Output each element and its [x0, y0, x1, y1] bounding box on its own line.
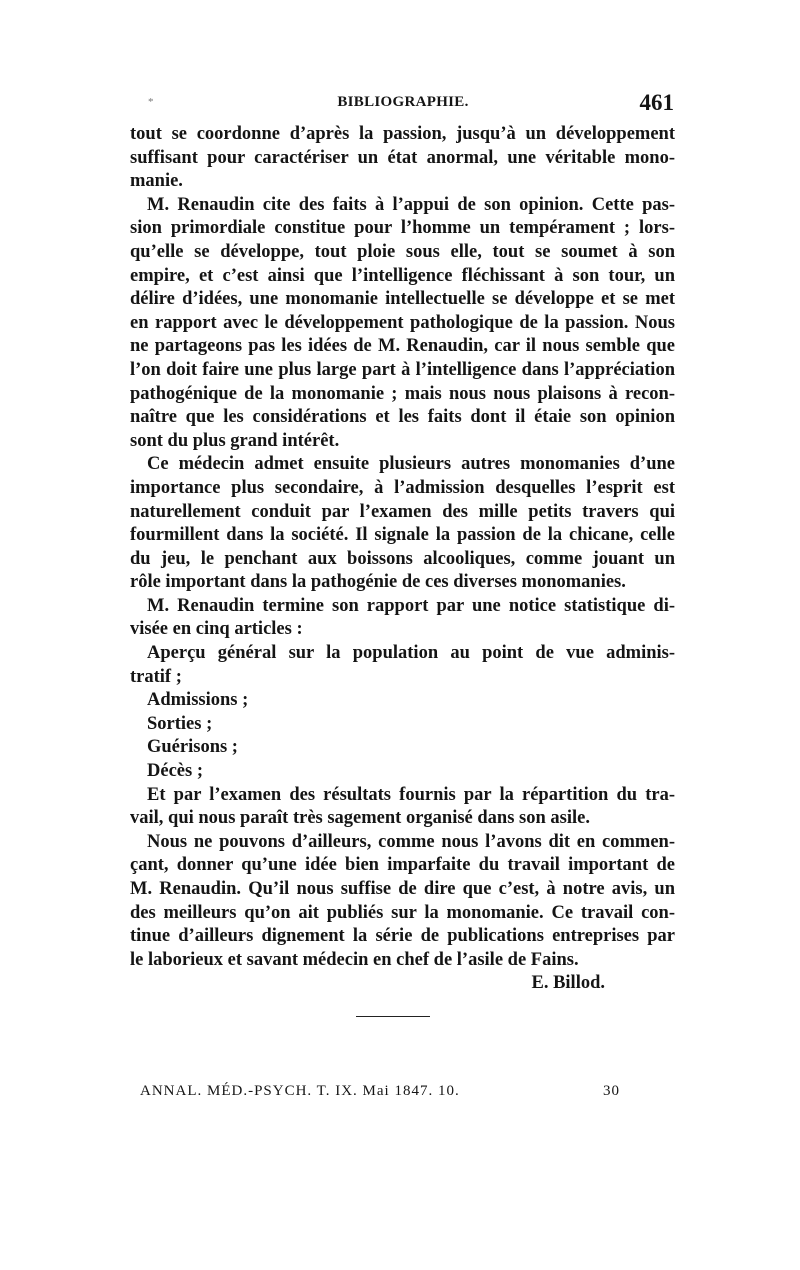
- text-line: naturellement conduit par l’examen des mille petits travers qui: [130, 501, 675, 522]
- text-line: sion primordiale constitue pour l’homme un tempérament ; lors-: [130, 218, 675, 239]
- signature: [130, 972, 675, 996]
- text-line: Et par l’examen des résultats fournis par la répartition du tra-: [147, 784, 675, 805]
- text-line: rôle important dans la pathogénie de ces diverses monomanies.: [130, 572, 626, 593]
- text-line: naître que les considérations et les faits dont il étaie son opinion: [130, 407, 675, 428]
- text-line: en rapport avec le développement pathologique de la passion. Nous: [130, 312, 675, 333]
- text-line: Nous ne pouvons d’ailleurs, comme nous l’avons dit en commen-: [147, 831, 675, 852]
- text-line: suffisant pour caractériser un état anormal, une véritable mono-: [130, 147, 675, 168]
- text-line: qu’elle se développe, tout ploie sous elle, tout se soumet à son: [130, 241, 675, 262]
- list-item: Décès ;: [147, 761, 203, 782]
- list-item: Sorties ;: [147, 713, 213, 734]
- running-header: [128, 92, 678, 118]
- text-line: délire d’idées, une monomanie intellectuelle se développe et se met: [130, 289, 675, 310]
- signature-mark: 30: [603, 1083, 620, 1099]
- list-item: Admissions ;: [147, 690, 249, 711]
- signature-text: E. Billod.: [531, 973, 605, 994]
- text-line: Ce médecin admet ensuite plusieurs autres monomanies d’une: [147, 454, 675, 475]
- text-line: l’on doit faire une plus large part à l’intelligence dans l’appréciation: [130, 359, 675, 380]
- text-line: manie.: [130, 171, 183, 192]
- text-line: visée en cinq articles :: [130, 619, 303, 640]
- text-line: M. Renaudin termine son rapport par une notice statistique di-: [147, 595, 675, 616]
- text-line: M. Renaudin cite des faits à l’appui de son opinion. Cette pas-: [147, 194, 675, 215]
- text-line: fourmillent dans la société. Il signale la passion de la chicane, celle: [130, 525, 675, 546]
- section-divider: [356, 1016, 430, 1017]
- text-line: çant, donner qu’une idée bien imparfaite du travail important de: [130, 855, 675, 876]
- text-line: le laborieux et savant médecin en chef de l’asile de Fains.: [130, 949, 579, 970]
- page-number: 461: [639, 90, 674, 115]
- text-line: tout se coordonne d’après la passion, jusqu’à un développement: [130, 124, 675, 144]
- text-line: des meilleurs qu’on ait publiés sur la monomanie. Ce travail con-: [130, 902, 675, 923]
- text-line: Aperçu général sur la population au point de vue adminis-: [147, 643, 675, 664]
- text-line: pathogénique de la monomanie ; mais nous nous plaisons à recon-: [130, 383, 675, 404]
- text-line: ne partageons pas les idées de M. Renaudin, car il nous semble que: [130, 336, 675, 357]
- printer-mark: *: [148, 96, 154, 108]
- text-line: vail, qui nous paraît très sagement organisé dans son asile.: [130, 808, 590, 829]
- text-line: tratif ;: [130, 666, 182, 687]
- list-item: Guérisons ;: [147, 737, 238, 758]
- body-text: [130, 123, 675, 996]
- text-line: tinue d’ailleurs dignement la série de publications entreprises par: [130, 926, 675, 947]
- running-title: BIBLIOGRAPHIE.: [337, 94, 469, 110]
- text-line: sont du plus grand intérêt.: [130, 430, 340, 451]
- text-line: du jeu, le penchant aux boissons alcooliques, comme jouant un: [130, 548, 675, 569]
- text-line: importance plus secondaire, à l’admission desquelles l’esprit est: [130, 477, 675, 498]
- footer-imprint: ANNAL. MÉD.-PSYCH. T. IX. Mai 1847. 10.: [140, 1083, 460, 1099]
- text-line: M. Renaudin. Qu’il nous suffise de dire que c’est, à notre avis, un: [130, 879, 675, 899]
- text-line: empire, et c’est ainsi que l’intelligence fléchissant à son tour, un: [130, 265, 675, 286]
